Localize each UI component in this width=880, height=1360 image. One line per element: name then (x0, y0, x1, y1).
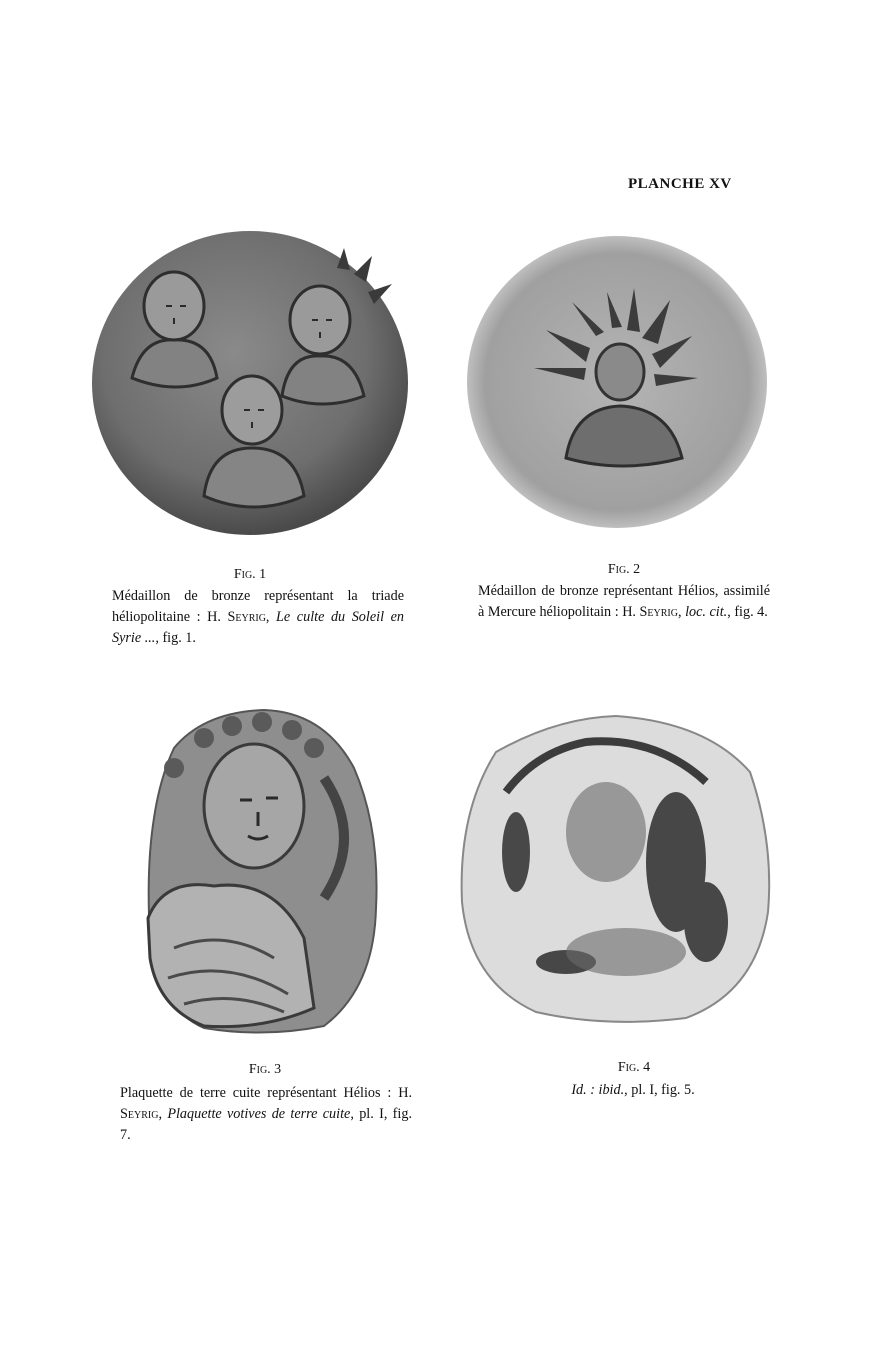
caption-text: , pl. I, fig. 5. (624, 1082, 695, 1098)
caption-text: Médaillon de bronze représentant la triade héliopolitaine : H. (112, 588, 404, 625)
caption-text: , (677, 604, 686, 620)
caption-work-title: loc. cit. (685, 604, 728, 620)
figure-2-image (462, 232, 772, 532)
figure-4-label: Fig. 4 (617, 1060, 651, 1075)
caption-text: , (265, 609, 277, 625)
figure-4-caption (500, 1080, 766, 1101)
figure-1-image (92, 228, 422, 542)
plate-title: PLANCHE XV (628, 176, 732, 192)
caption-text: Plaquette de terre cuite représentant Hélios : H. (120, 1085, 412, 1101)
figure-3-caption (120, 1083, 412, 1146)
caption-author: Seyrig (120, 1106, 159, 1122)
caption-author: Seyrig (227, 609, 266, 625)
figure-3-image (144, 708, 384, 1038)
figure-1-caption (112, 586, 404, 649)
caption-text: , pl. I, fig. 7. (120, 1106, 412, 1143)
figure-1-label: Fig. 1 (233, 567, 267, 582)
caption-work-title: Plaquette votives de terre cuite (167, 1106, 351, 1122)
figure-4-image (456, 712, 772, 1026)
caption-text: Médaillon de bronze représentant Hélios, assimilé à Mercure héliopolitain : H. (478, 583, 770, 620)
figure-2-label: Fig. 2 (607, 562, 641, 577)
caption-text: , (158, 1106, 168, 1122)
caption-work-title: Le culte du Soleil en Syrie ... (112, 609, 404, 646)
caption-work-title: Id. : ibid. (571, 1082, 625, 1098)
caption-text: , fig. 4. (727, 604, 768, 620)
caption-author: Seyrig (639, 604, 678, 620)
figure-2-caption (478, 581, 770, 623)
caption-text: , fig. 1. (155, 630, 196, 646)
figure-3-label: Fig. 3 (248, 1062, 282, 1077)
